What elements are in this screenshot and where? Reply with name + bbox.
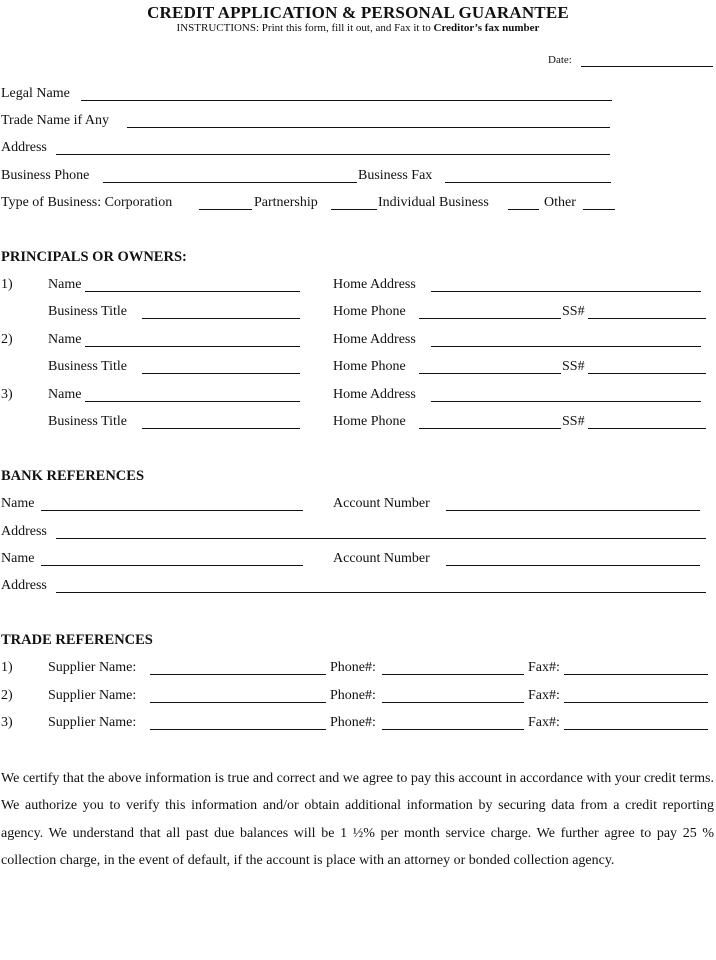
bank-references-heading: BANK REFERENCES: [1, 468, 145, 484]
bank-account-label-2: Account Number: [333, 551, 430, 566]
partnership-field[interactable]: [331, 196, 377, 210]
bank-address-field-2[interactable]: [56, 579, 706, 593]
supplier-fax-label-2: Fax#:: [528, 688, 560, 703]
business-phone-field[interactable]: [103, 169, 357, 183]
principal-home-address-field-3[interactable]: [431, 388, 701, 402]
principal-name-field-2[interactable]: [85, 333, 300, 347]
trade-number-3: 3): [1, 715, 13, 730]
supplier-phone-label-2: Phone#:: [330, 688, 376, 703]
principal-business-title-field-2[interactable]: [142, 360, 300, 374]
bank-account-field-2[interactable]: [446, 552, 700, 566]
principal-business-title-field-1[interactable]: [142, 305, 300, 319]
principals-heading: PRINCIPALS OR OWNERS:: [1, 249, 187, 265]
bank-name-field-1[interactable]: [41, 497, 303, 511]
legal-name-field[interactable]: [81, 87, 612, 101]
principal-home-phone-field-1[interactable]: [419, 305, 561, 319]
trade-number-1: 1): [1, 660, 13, 675]
principal-home-phone-label-3: Home Phone: [333, 414, 406, 429]
principal-name-label-3: Name: [48, 387, 82, 402]
supplier-name-label-3: Supplier Name:: [48, 715, 137, 730]
supplier-phone-label-1: Phone#:: [330, 660, 376, 675]
trade-references-heading: TRADE REFERENCES: [1, 632, 153, 648]
principal-business-title-label-3: Business Title: [48, 414, 127, 429]
supplier-name-label-1: Supplier Name:: [48, 660, 137, 675]
instructions-fax-target: Creditor’s fax number: [433, 22, 540, 34]
other-label: Other: [544, 195, 576, 210]
business-address-field[interactable]: [56, 141, 610, 155]
bank-address-label-1: Address: [1, 524, 47, 539]
other-field[interactable]: [583, 196, 615, 210]
supplier-fax-label-1: Fax#:: [528, 660, 560, 675]
individual-business-label: Individual Business: [378, 195, 489, 210]
principal-home-phone-label-2: Home Phone: [333, 359, 406, 374]
principal-name-field-3[interactable]: [85, 388, 300, 402]
principal-home-address-label-2: Home Address: [333, 332, 416, 347]
principal-home-address-field-2[interactable]: [431, 333, 701, 347]
principal-home-phone-field-2[interactable]: [419, 360, 561, 374]
principal-number-1: 1): [1, 277, 13, 292]
bank-address-label-2: Address: [1, 578, 47, 593]
bank-name-field-2[interactable]: [41, 552, 303, 566]
principal-ss-label-1: SS#: [562, 304, 585, 319]
principal-name-field-1[interactable]: [85, 278, 300, 292]
certification-text: We certify that the above information is true and correct and we agree to pay this account in accordance with your credit terms. We authorize you to verify this information and/or obtain additional information by securing data from a credit reporting agency. We understand that all past due balances will be 1 ½% per month service charge. We further agree to pay 25 % collection charge, in the event of default, if the account is place with an attorney or bonded collection agency.: [1, 771, 714, 868]
principal-ss-field-2[interactable]: [588, 360, 706, 374]
corporation-field[interactable]: [199, 196, 252, 210]
supplier-name-label-2: Supplier Name:: [48, 688, 137, 703]
principal-business-title-label-1: Business Title: [48, 304, 127, 319]
principal-business-title-field-3[interactable]: [142, 415, 300, 429]
principal-ss-field-1[interactable]: [588, 305, 706, 319]
principal-ss-field-3[interactable]: [588, 415, 706, 429]
supplier-phone-field-3[interactable]: [382, 716, 524, 730]
trade-number-2: 2): [1, 688, 13, 703]
supplier-fax-field-2[interactable]: [564, 689, 708, 703]
principal-number-3: 3): [1, 387, 13, 402]
supplier-name-field-1[interactable]: [150, 661, 326, 675]
bank-account-label-1: Account Number: [333, 496, 430, 511]
supplier-phone-field-1[interactable]: [382, 661, 524, 675]
principal-ss-label-3: SS#: [562, 414, 585, 429]
business-phone-label: Business Phone: [1, 168, 90, 183]
business-fax-field[interactable]: [445, 169, 611, 183]
supplier-name-field-3[interactable]: [150, 716, 326, 730]
supplier-phone-label-3: Phone#:: [330, 715, 376, 730]
principal-home-address-field-1[interactable]: [431, 278, 701, 292]
business-type-label: Type of Business: Corporation: [1, 195, 173, 210]
principal-name-label-2: Name: [48, 332, 82, 347]
bank-name-label-1: Name: [1, 496, 35, 511]
principal-home-phone-label-1: Home Phone: [333, 304, 406, 319]
instructions: [0, 22, 716, 34]
supplier-name-field-2[interactable]: [150, 689, 326, 703]
principal-home-phone-field-3[interactable]: [419, 415, 561, 429]
instructions-text: INSTRUCTIONS: Print this form, fill it out, and Fax it to: [176, 22, 434, 34]
partnership-label: Partnership: [254, 195, 318, 210]
individual-business-field[interactable]: [508, 196, 539, 210]
business-address-label: Address: [1, 140, 47, 155]
date-field[interactable]: [581, 53, 713, 67]
bank-name-label-2: Name: [1, 551, 35, 566]
bank-address-field-1[interactable]: [56, 525, 706, 539]
business-fax-label: Business Fax: [358, 168, 433, 183]
supplier-fax-label-3: Fax#:: [528, 715, 560, 730]
principal-number-2: 2): [1, 332, 13, 347]
trade-name-label: Trade Name if Any: [1, 113, 109, 128]
supplier-phone-field-2[interactable]: [382, 689, 524, 703]
principal-business-title-label-2: Business Title: [48, 359, 127, 374]
principal-home-address-label-1: Home Address: [333, 277, 416, 292]
form-title: CREDIT APPLICATION & PERSONAL GUARANTEE: [147, 3, 569, 22]
legal-name-label: Legal Name: [1, 86, 70, 101]
supplier-fax-field-3[interactable]: [564, 716, 708, 730]
bank-account-field-1[interactable]: [446, 497, 700, 511]
principal-ss-label-2: SS#: [562, 359, 585, 374]
supplier-fax-field-1[interactable]: [564, 661, 708, 675]
principal-home-address-label-3: Home Address: [333, 387, 416, 402]
trade-name-field[interactable]: [127, 114, 610, 128]
date-label: Date:: [548, 54, 572, 66]
principal-name-label-1: Name: [48, 277, 82, 292]
